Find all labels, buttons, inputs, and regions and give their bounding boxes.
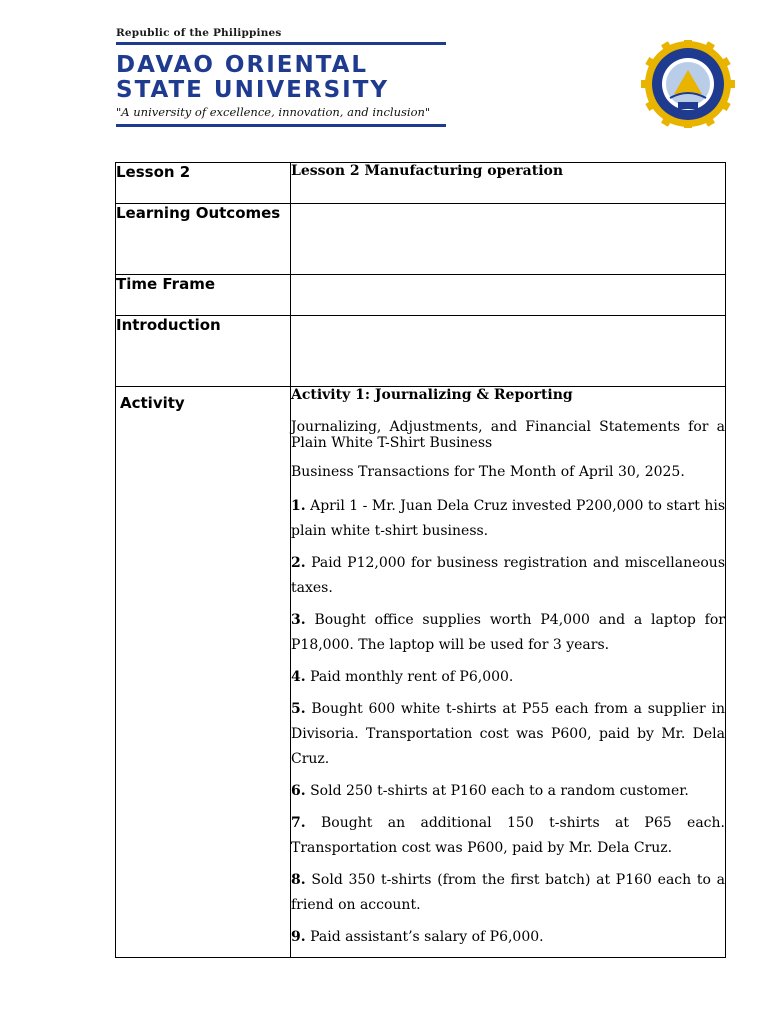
activity-title: Activity 1: Journalizing & Reporting — [291, 387, 573, 403]
letterhead — [116, 26, 456, 127]
transaction-item — [291, 779, 725, 804]
transaction-text: Bought an additional 150 t-shirts at P65 each. Transportation cost was P600, paid by Mr. Dela Cruz. — [291, 815, 725, 856]
university-name — [116, 53, 456, 103]
transaction-number: 5. — [291, 701, 306, 717]
introduction-value — [291, 316, 726, 387]
transaction-item — [291, 925, 725, 950]
transaction-number: 3. — [291, 612, 306, 628]
transaction-item — [291, 494, 725, 544]
transaction-text: Bought 600 white t-shirts at P55 each from a supplier in Divisoria. Transportation cost was P600, paid by Mr. Dela Cruz. — [291, 701, 725, 767]
transaction-item — [291, 608, 725, 658]
transaction-text: April 1 - Mr. Juan Dela Cruz invested P200,000 to start his plain white t-shirt business. — [291, 498, 725, 539]
transaction-item — [291, 665, 725, 690]
transaction-number: 9. — [291, 929, 306, 945]
transaction-text: Paid P12,000 for business registration and miscellaneous taxes. — [291, 555, 725, 596]
learning-outcomes-label: Learning Outcomes — [116, 204, 291, 275]
learning-outcomes-value — [291, 204, 726, 275]
transaction-number: 7. — [291, 815, 306, 831]
time-frame-value — [291, 275, 726, 316]
transaction-number: 2. — [291, 555, 306, 571]
transaction-item — [291, 868, 725, 918]
time-frame-row — [116, 275, 726, 316]
transaction-item — [291, 551, 725, 601]
transaction-item — [291, 811, 725, 861]
time-frame-label: Time Frame — [116, 275, 291, 316]
activity-label: Activity — [116, 387, 291, 958]
introduction-label: Introduction — [116, 316, 291, 387]
transaction-number: 6. — [291, 783, 306, 799]
transaction-text: Sold 350 t-shirts (from the first batch) at P160 each to a friend on account. — [291, 872, 725, 913]
header-rule-top — [116, 42, 446, 45]
transaction-number: 4. — [291, 669, 306, 685]
university-motto: "A university of excellence, innovation, and inclusion" — [116, 105, 431, 119]
transaction-number: 8. — [291, 872, 306, 888]
learning-outcomes-row — [116, 204, 726, 275]
activity-content — [291, 387, 726, 958]
transaction-text: Sold 250 t-shirts at P160 each to a random customer. — [305, 783, 689, 799]
transaction-text: Paid assistant’s salary of P6,000. — [305, 929, 544, 945]
university-seal-icon — [630, 40, 746, 128]
lesson-label: Lesson 2 — [116, 163, 291, 204]
activity-month: Business Transactions for The Month of April 30, 2025. — [291, 464, 685, 480]
transaction-text: Bought office supplies worth P4,000 and a laptop for P18,000. The laptop will be used for 3 years. — [291, 612, 725, 653]
university-name-line2: STATE UNIVERSITY — [116, 77, 390, 103]
activity-row — [116, 387, 726, 958]
lesson-table — [115, 162, 726, 958]
header-rule-bottom — [116, 124, 446, 127]
lesson-title: Lesson 2 Manufacturing operation — [291, 163, 726, 204]
transaction-list — [291, 494, 725, 950]
university-name-line1: DAVAO ORIENTAL — [116, 52, 369, 78]
activity-subtitle: Journalizing, Adjustments, and Financial Statements for a Plain White T-Shirt Business — [291, 419, 725, 451]
introduction-row — [116, 316, 726, 387]
transaction-item — [291, 697, 725, 772]
transaction-text: Paid monthly rent of P6,000. — [305, 669, 514, 685]
transaction-number: 1. — [291, 498, 306, 514]
lesson-row — [116, 163, 726, 204]
republic-text: Republic of the Philippines — [116, 27, 282, 39]
